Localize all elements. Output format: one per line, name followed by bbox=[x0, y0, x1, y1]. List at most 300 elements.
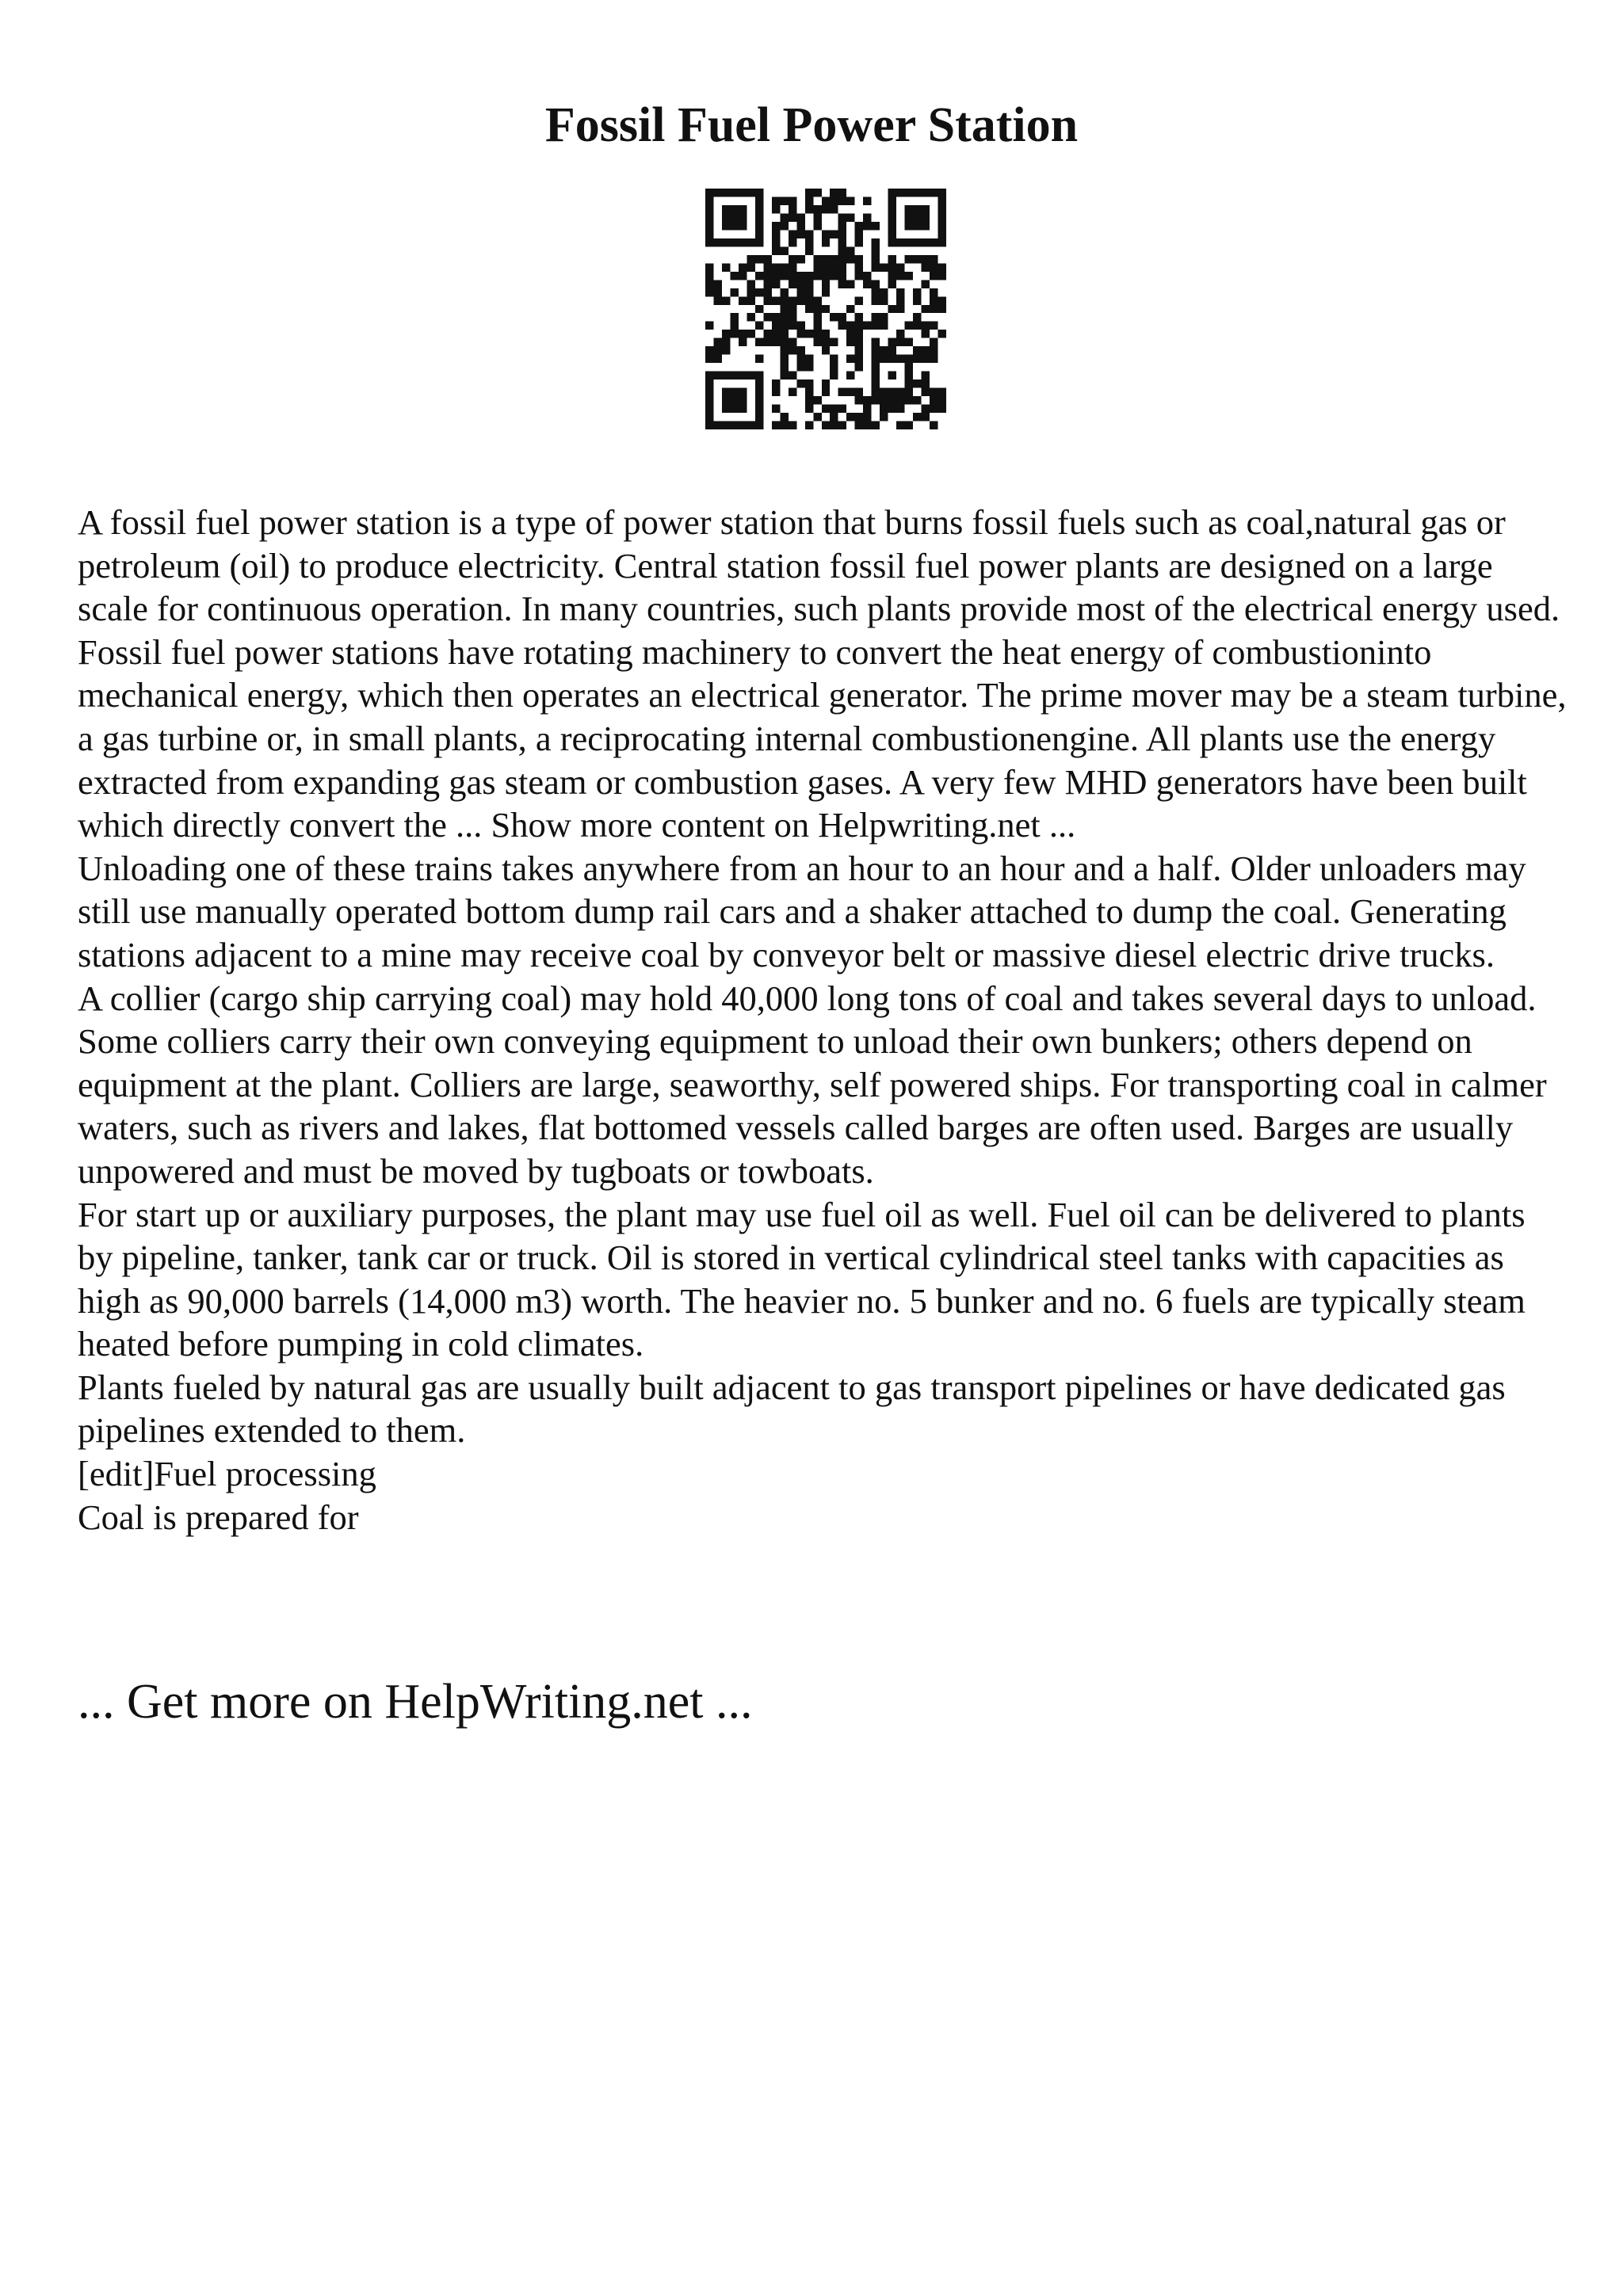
qr-module bbox=[888, 263, 896, 271]
qr-module bbox=[772, 330, 780, 338]
qr-module bbox=[913, 313, 921, 321]
qr-module bbox=[739, 238, 747, 246]
qr-module bbox=[838, 213, 846, 221]
qr-module bbox=[805, 355, 813, 363]
qr-module bbox=[747, 238, 754, 246]
qr-module bbox=[872, 346, 880, 354]
qr-module bbox=[872, 388, 880, 396]
qr-module bbox=[747, 263, 754, 271]
qr-module bbox=[796, 363, 804, 371]
qr-module bbox=[846, 196, 854, 204]
qr-module bbox=[796, 355, 804, 363]
qr-module bbox=[913, 322, 921, 330]
qr-module bbox=[772, 230, 780, 238]
qr-module bbox=[938, 263, 946, 271]
qr-module bbox=[739, 388, 747, 396]
qr-module bbox=[905, 205, 913, 213]
qr-module bbox=[822, 280, 830, 288]
qr-module bbox=[796, 222, 804, 230]
qr-module bbox=[789, 255, 796, 263]
qr-module bbox=[846, 213, 854, 221]
qr-module bbox=[739, 189, 747, 196]
qr-module bbox=[846, 280, 854, 288]
qr-module bbox=[763, 330, 771, 338]
qr-module bbox=[830, 263, 838, 271]
qr-module bbox=[713, 372, 721, 379]
qr-module bbox=[930, 288, 938, 296]
qr-module bbox=[780, 196, 788, 204]
qr-module bbox=[896, 330, 904, 338]
qr-module bbox=[772, 338, 780, 346]
qr-module bbox=[796, 322, 804, 330]
qr-module bbox=[855, 355, 863, 363]
qr-module bbox=[938, 205, 946, 213]
qr-module bbox=[830, 405, 838, 413]
qr-module bbox=[796, 296, 804, 304]
qr-module bbox=[913, 205, 921, 213]
qr-module bbox=[888, 388, 896, 396]
get-more-link[interactable]: ... Get more on HelpWriting.net ... bbox=[78, 1675, 753, 1729]
qr-module bbox=[930, 405, 938, 413]
qr-module bbox=[739, 405, 747, 413]
qr-module bbox=[930, 263, 938, 271]
qr-module bbox=[722, 346, 730, 354]
qr-module bbox=[938, 230, 946, 238]
qr-module bbox=[730, 372, 738, 379]
qr-module bbox=[772, 222, 780, 230]
qr-module bbox=[739, 272, 747, 280]
qr-module bbox=[880, 346, 888, 354]
qr-module bbox=[813, 263, 821, 271]
qr-module bbox=[763, 255, 771, 263]
qr-module bbox=[896, 421, 904, 429]
qr-module bbox=[913, 379, 921, 387]
qr-module bbox=[863, 322, 871, 330]
qr-module bbox=[922, 346, 930, 354]
qr-module bbox=[888, 372, 896, 379]
qr-module bbox=[780, 322, 788, 330]
qr-module bbox=[772, 263, 780, 271]
qr-module bbox=[796, 330, 804, 338]
qr-module bbox=[880, 413, 888, 421]
qr-module bbox=[705, 280, 713, 288]
qr-module bbox=[813, 189, 821, 196]
qr-module bbox=[880, 288, 888, 296]
paragraph-natural-gas: Plants fueled by natural gas are usually built adjacent to gas transport pipelines or have dedicated gas pipelines extended to them. bbox=[78, 1367, 1506, 1451]
qr-module bbox=[888, 338, 896, 346]
qr-module bbox=[872, 280, 880, 288]
qr-module bbox=[722, 405, 730, 413]
qr-module bbox=[863, 405, 871, 413]
qr-module bbox=[830, 255, 838, 263]
qr-module bbox=[705, 205, 713, 213]
qr-module bbox=[838, 255, 846, 263]
qr-module bbox=[747, 189, 754, 196]
qr-module bbox=[913, 189, 921, 196]
qr-module bbox=[905, 355, 913, 363]
qr-module bbox=[705, 222, 713, 230]
qr-module bbox=[739, 396, 747, 404]
qr-module bbox=[888, 355, 896, 363]
qr-module bbox=[739, 205, 747, 213]
qr-module bbox=[796, 288, 804, 296]
qr-module bbox=[880, 388, 888, 396]
qr-module bbox=[805, 246, 813, 254]
qr-module bbox=[789, 196, 796, 204]
qr-module bbox=[846, 372, 854, 379]
qr-module bbox=[705, 189, 713, 196]
qr-module bbox=[888, 238, 896, 246]
qr-module bbox=[722, 205, 730, 213]
qr-module bbox=[922, 379, 930, 387]
qr-module bbox=[796, 346, 804, 354]
qr-module bbox=[813, 396, 821, 404]
qr-module bbox=[780, 263, 788, 271]
qr-module bbox=[822, 346, 830, 354]
qr-module bbox=[722, 372, 730, 379]
qr-module bbox=[805, 330, 813, 338]
qr-module bbox=[730, 272, 738, 280]
qr-module bbox=[805, 405, 813, 413]
qr-module bbox=[780, 346, 788, 354]
qr-module bbox=[888, 213, 896, 221]
qr-module bbox=[855, 346, 863, 354]
qr-module bbox=[813, 413, 821, 421]
qr-module bbox=[755, 322, 763, 330]
qr-module bbox=[830, 196, 838, 204]
qr-module bbox=[846, 255, 854, 263]
qr-module bbox=[747, 280, 754, 288]
qr-module bbox=[913, 288, 921, 296]
qr-module bbox=[855, 330, 863, 338]
qr-module bbox=[922, 330, 930, 338]
document-title: Fossil Fuel Power Station bbox=[544, 98, 1079, 152]
qr-module bbox=[830, 272, 838, 280]
qr-module bbox=[905, 255, 913, 263]
qr-module bbox=[855, 230, 863, 238]
qr-module bbox=[872, 288, 880, 296]
qr-module bbox=[838, 272, 846, 280]
qr-module bbox=[705, 230, 713, 238]
qr-module bbox=[855, 313, 863, 321]
qr-module bbox=[905, 322, 913, 330]
qr-module bbox=[730, 189, 738, 196]
qr-module bbox=[813, 222, 821, 230]
qr-module bbox=[855, 413, 863, 421]
qr-module bbox=[713, 355, 721, 363]
qr-module bbox=[705, 413, 713, 421]
qr-module bbox=[755, 355, 763, 363]
qr-module bbox=[713, 280, 721, 288]
qr-module bbox=[730, 238, 738, 246]
qr-module bbox=[905, 189, 913, 196]
qr-module bbox=[747, 372, 754, 379]
qr-module bbox=[772, 322, 780, 330]
qr-module bbox=[780, 296, 788, 304]
qr-module bbox=[822, 205, 830, 213]
qr-module bbox=[772, 296, 780, 304]
qr-module bbox=[713, 346, 721, 354]
qr-module bbox=[896, 296, 904, 304]
qr-module bbox=[730, 388, 738, 396]
qr-module bbox=[789, 272, 796, 280]
qr-module bbox=[822, 238, 830, 246]
qr-module bbox=[880, 263, 888, 271]
qr-module bbox=[880, 396, 888, 404]
qr-module bbox=[755, 405, 763, 413]
qr-module bbox=[739, 338, 747, 346]
qr-module bbox=[730, 330, 738, 338]
qr-module bbox=[772, 280, 780, 288]
qr-module bbox=[938, 396, 946, 404]
qr-module bbox=[755, 379, 763, 387]
qr-module bbox=[905, 363, 913, 371]
qr-module bbox=[872, 263, 880, 271]
qr-module bbox=[855, 238, 863, 246]
qr-module bbox=[822, 305, 830, 313]
qr-module bbox=[822, 272, 830, 280]
qr-module bbox=[838, 421, 846, 429]
qr-module bbox=[730, 405, 738, 413]
qr-module bbox=[905, 421, 913, 429]
qr-module bbox=[913, 355, 921, 363]
qr-module bbox=[838, 189, 846, 196]
qr-module bbox=[855, 272, 863, 280]
qr-module bbox=[780, 355, 788, 363]
qr-module bbox=[780, 330, 788, 338]
qr-module bbox=[872, 255, 880, 263]
qr-module bbox=[872, 238, 880, 246]
qr-module bbox=[747, 421, 754, 429]
qr-module bbox=[755, 396, 763, 404]
qr-module bbox=[938, 189, 946, 196]
qr-module bbox=[922, 405, 930, 413]
qr-module bbox=[822, 379, 830, 387]
qr-module bbox=[830, 205, 838, 213]
qr-module bbox=[772, 379, 780, 387]
qr-module bbox=[888, 230, 896, 238]
qr-module bbox=[905, 238, 913, 246]
qr-module bbox=[872, 379, 880, 387]
qr-module bbox=[705, 196, 713, 204]
qr-module bbox=[763, 338, 771, 346]
qr-module bbox=[739, 296, 747, 304]
qr-module bbox=[922, 205, 930, 213]
qr-module bbox=[880, 405, 888, 413]
qr-module bbox=[838, 313, 846, 321]
qr-module bbox=[922, 388, 930, 396]
qr-module bbox=[789, 305, 796, 313]
qr-module bbox=[755, 288, 763, 296]
qr-module bbox=[922, 305, 930, 313]
qr-module bbox=[789, 338, 796, 346]
qr-module bbox=[838, 238, 846, 246]
qr-module bbox=[922, 213, 930, 221]
qr-module bbox=[772, 405, 780, 413]
qr-module bbox=[763, 263, 771, 271]
qr-module bbox=[739, 421, 747, 429]
qr-module bbox=[930, 322, 938, 330]
qr-module bbox=[780, 213, 788, 221]
qr-module bbox=[930, 272, 938, 280]
qr-module bbox=[922, 255, 930, 263]
qr-module bbox=[855, 396, 863, 404]
qr-module bbox=[846, 330, 854, 338]
qr-module bbox=[705, 288, 713, 296]
qr-module bbox=[796, 213, 804, 221]
qr-module bbox=[805, 230, 813, 238]
qr-module bbox=[772, 205, 780, 213]
qr-module bbox=[730, 421, 738, 429]
qr-module bbox=[805, 280, 813, 288]
qr-module bbox=[913, 238, 921, 246]
qr-module bbox=[863, 272, 871, 280]
qr-module bbox=[922, 322, 930, 330]
paragraph-intro: A fossil fuel power station is a type of power station that burns fossil fuels such as coal,natural gas or petroleum (oil) to produce electricity. Central station fossil fuel power plants are designed on a large scale for continuous operation. In many countries, such plants provide most of the electrical energy used. bbox=[78, 502, 1560, 629]
qr-module bbox=[722, 421, 730, 429]
qr-module bbox=[789, 263, 796, 271]
qr-module bbox=[805, 296, 813, 304]
qr-module bbox=[863, 396, 871, 404]
qr-module bbox=[905, 338, 913, 346]
qr-module bbox=[930, 396, 938, 404]
qr-module bbox=[805, 238, 813, 246]
qr-module bbox=[838, 388, 846, 396]
qr-module bbox=[822, 263, 830, 271]
qr-module bbox=[730, 213, 738, 221]
qr-module bbox=[830, 355, 838, 363]
qr-module bbox=[822, 288, 830, 296]
qr-module bbox=[938, 196, 946, 204]
qr-module bbox=[888, 305, 896, 313]
qr-module bbox=[888, 405, 896, 413]
qr-module bbox=[730, 222, 738, 230]
qr-module bbox=[755, 413, 763, 421]
qr-module bbox=[713, 421, 721, 429]
qr-module bbox=[872, 296, 880, 304]
section-heading-fuel-processing: [edit]Fuel processing bbox=[78, 1454, 376, 1494]
qr-module bbox=[713, 296, 721, 304]
qr-module bbox=[755, 189, 763, 196]
qr-module bbox=[896, 338, 904, 346]
qr-module bbox=[930, 305, 938, 313]
qr-module bbox=[872, 421, 880, 429]
qr-module bbox=[830, 313, 838, 321]
qr-module bbox=[705, 355, 713, 363]
qr-module bbox=[830, 372, 838, 379]
qr-module bbox=[813, 272, 821, 280]
qr-module bbox=[730, 288, 738, 296]
qr-module bbox=[796, 280, 804, 288]
qr-module bbox=[896, 272, 904, 280]
qr-module bbox=[780, 305, 788, 313]
qr-module bbox=[730, 322, 738, 330]
paragraph-fuel-oil: For start up or auxiliary purposes, the plant may use fuel oil as well. Fuel oil can be delivered to plants by pipeline, tanker, tank car or truck. Oil is stored in vertical cylindrical steel tanks with capacities as high as 90,000 barrels (14,000 m3) worth. The heavier no. 5 bunker and no. 6 fuels are typically steam heated before pumping in cold climates. bbox=[78, 1194, 1526, 1364]
qr-module bbox=[855, 363, 863, 371]
qr-module bbox=[838, 263, 846, 271]
qr-module bbox=[913, 413, 921, 421]
qr-module bbox=[713, 189, 721, 196]
qr-module bbox=[755, 305, 763, 313]
qr-module bbox=[755, 372, 763, 379]
qr-module bbox=[747, 288, 754, 296]
qr-module bbox=[938, 296, 946, 304]
qr-module bbox=[730, 205, 738, 213]
qr-module bbox=[880, 355, 888, 363]
qr-module bbox=[846, 413, 854, 421]
qr-module bbox=[813, 255, 821, 263]
qr-module bbox=[789, 313, 796, 321]
qr-module bbox=[938, 238, 946, 246]
qr-module bbox=[822, 196, 830, 204]
qr-module bbox=[855, 338, 863, 346]
qr-module bbox=[872, 313, 880, 321]
qr-module bbox=[763, 272, 771, 280]
qr-module bbox=[805, 189, 813, 196]
qr-module bbox=[863, 222, 871, 230]
qr-module bbox=[780, 338, 788, 346]
qr-module bbox=[705, 322, 713, 330]
qr-module bbox=[822, 421, 830, 429]
qr-module bbox=[872, 372, 880, 379]
qr-module bbox=[846, 305, 854, 313]
qr-module bbox=[930, 355, 938, 363]
qr-module bbox=[772, 313, 780, 321]
qr-module bbox=[739, 330, 747, 338]
qr-module bbox=[722, 189, 730, 196]
qr-module bbox=[713, 238, 721, 246]
qr-module bbox=[772, 272, 780, 280]
qr-module bbox=[913, 396, 921, 404]
qr-module bbox=[888, 222, 896, 230]
qr-module bbox=[739, 372, 747, 379]
qr-module bbox=[805, 379, 813, 387]
qr-module bbox=[780, 246, 788, 254]
qr-module bbox=[747, 330, 754, 338]
qr-module bbox=[789, 346, 796, 354]
qr-module bbox=[730, 313, 738, 321]
qr-module bbox=[805, 196, 813, 204]
qr-module bbox=[938, 213, 946, 221]
qr-module bbox=[796, 255, 804, 263]
qr-module bbox=[888, 205, 896, 213]
qr-module bbox=[796, 272, 804, 280]
qr-module bbox=[830, 338, 838, 346]
qr-module bbox=[780, 421, 788, 429]
qr-module bbox=[938, 388, 946, 396]
qr-module bbox=[896, 388, 904, 396]
qr-module bbox=[872, 338, 880, 346]
qr-module bbox=[846, 388, 854, 396]
qr-module bbox=[705, 405, 713, 413]
qr-module bbox=[930, 189, 938, 196]
qr-module bbox=[772, 246, 780, 254]
qr-module bbox=[813, 205, 821, 213]
qr-module bbox=[780, 222, 788, 230]
qr-module bbox=[813, 305, 821, 313]
qr-module bbox=[789, 322, 796, 330]
qr-module bbox=[863, 421, 871, 429]
qr-module bbox=[930, 238, 938, 246]
qr-module bbox=[789, 372, 796, 379]
qr-module bbox=[763, 313, 771, 321]
qr-module bbox=[713, 288, 721, 296]
qr-code-graphic bbox=[705, 189, 946, 429]
qr-module bbox=[796, 230, 804, 238]
qr-module bbox=[922, 238, 930, 246]
qr-module bbox=[896, 288, 904, 296]
article-body bbox=[78, 501, 1568, 1539]
